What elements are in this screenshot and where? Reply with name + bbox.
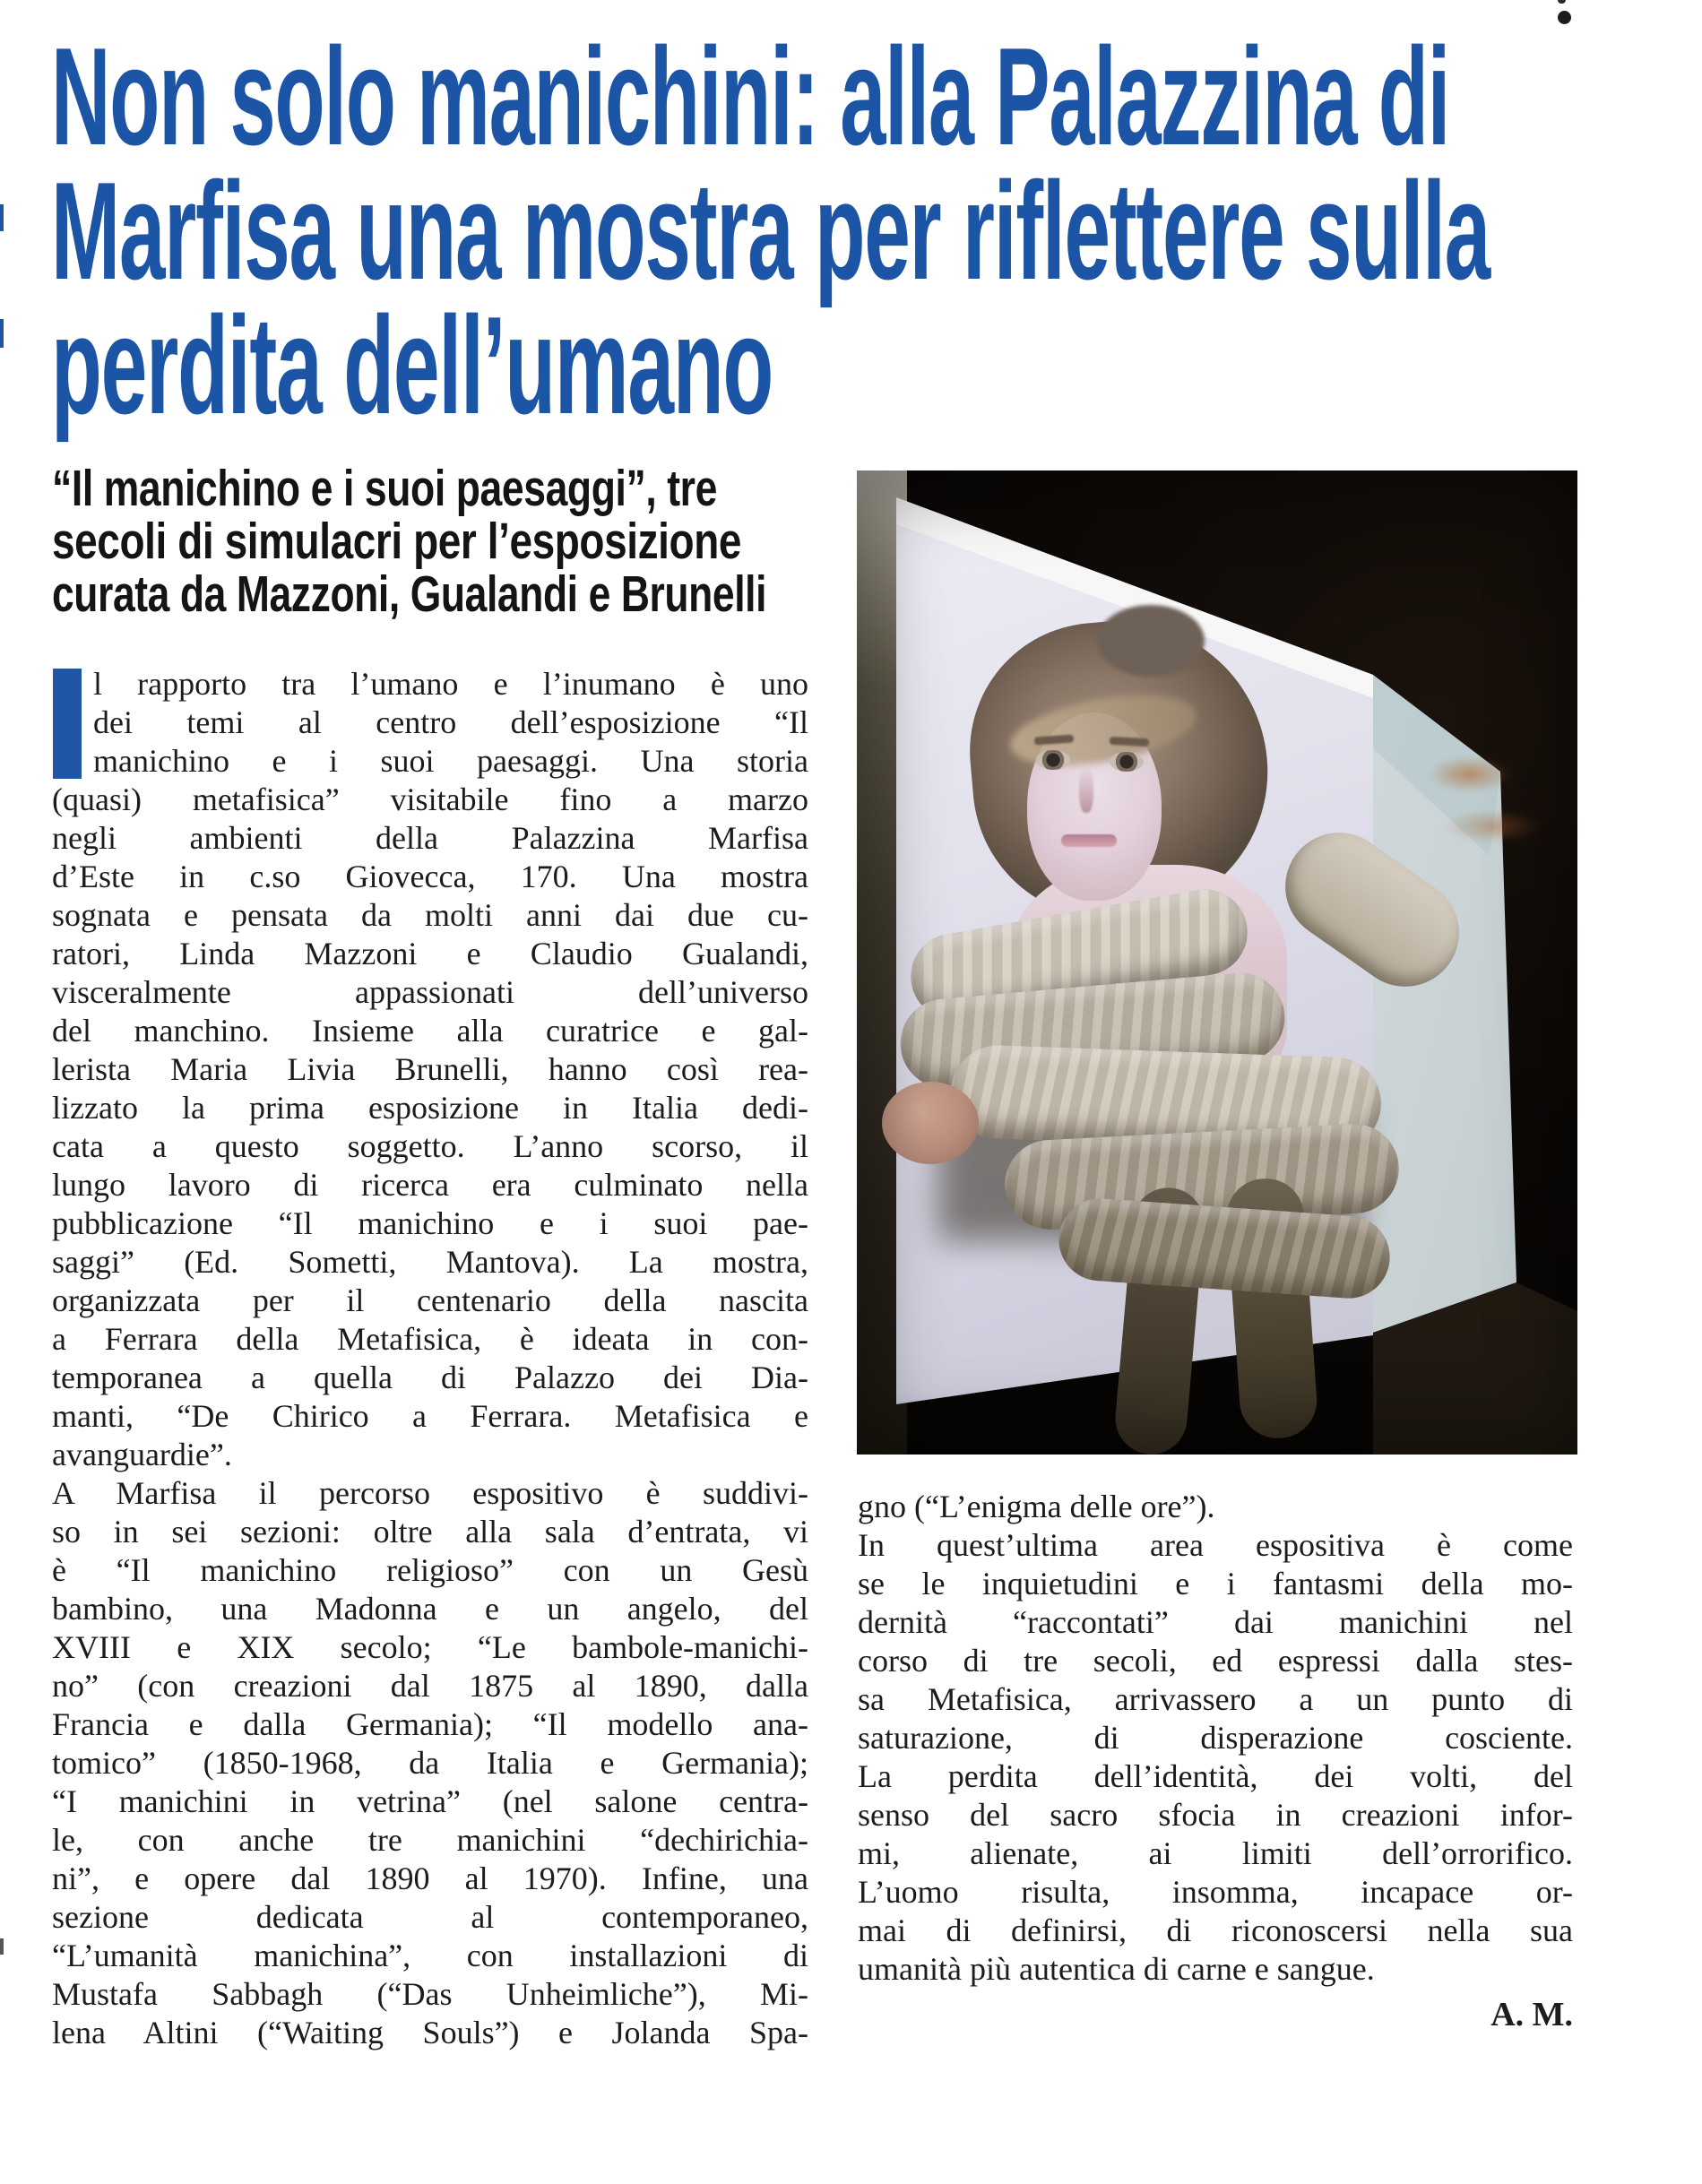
body-text-line: sa Metafisica, arrivassero a un punto di: [858, 1681, 1573, 1717]
body-text-line: Francia e dalla Germania); “Il modello ana-: [52, 1706, 808, 1742]
body-text-line: tomico” (1850-1968, da Italia e Germania);: [52, 1745, 808, 1781]
body-text-line: (quasi) metafisica” visitabile fino a marzo: [52, 781, 808, 817]
body-text-line: lizzato la prima esposizione in Italia dedi-: [52, 1090, 808, 1126]
drop-cap: [53, 669, 82, 779]
body-text-line: lungo lavoro di ricerca era culminato nella: [52, 1167, 808, 1203]
edge-mark-icon: [0, 204, 4, 231]
body-text-line: manti, “De Chirico a Ferrara. Metafisica e: [52, 1398, 808, 1434]
body-text-line: no” (con creazioni dal 1875 al 1890, dalla: [52, 1668, 808, 1704]
body-text-line: gno (“L’enigma delle ore”).: [858, 1489, 1215, 1524]
page-crop-mark: [1558, 0, 1566, 4]
corner-dot-icon: [1558, 11, 1571, 24]
body-text-line: a Ferrara della Metafisica, è ideata in con-: [52, 1321, 808, 1357]
body-text-line: d’Este in c.so Giovecca, 170. Una mostra: [52, 859, 808, 894]
body-text-line: so in sei sezioni: oltre alla sala d’entrata, vi: [52, 1514, 808, 1550]
article-headline: [51, 19, 1702, 443]
subhead-line: curata da Mazzoni, Gualandi e Brunelli: [52, 565, 767, 623]
edge-mark-icon: [0, 1938, 4, 1955]
body-text-line: dernità “raccontati” dai manichini nel: [858, 1604, 1573, 1640]
body-text-line: mi, alienate, ai limiti dell’orrorifico.: [858, 1835, 1573, 1871]
body-text-line: saturazione, di disperazione cosciente.: [858, 1720, 1573, 1756]
body-text-line: le, con anche tre manichini “dechirichia-: [52, 1822, 808, 1858]
body-text-line: visceralmente appassionati dell’universo: [52, 974, 808, 1010]
article-subhead: [52, 462, 969, 621]
body-text-line: senso del sacro sfocia in creazioni infor-: [858, 1797, 1573, 1833]
subhead-line: secoli di simulacri per l’esposizione: [52, 513, 742, 570]
subhead-line: “Il manichino e i suoi paesaggi”, tre: [52, 460, 717, 517]
body-text-line: avanguardie”.: [52, 1437, 232, 1472]
body-text-line: saggi” (Ed. Sometti, Mantova). La mostra,: [52, 1244, 808, 1280]
body-text-line: L’uomo risulta, insomma, incapace or-: [858, 1874, 1573, 1910]
body-text-line: pubblicazione “Il manichino e i suoi pae-: [52, 1205, 808, 1241]
body-text-line: Mustafa Sabbagh (“Das Unheimliche”), Mi-: [52, 1976, 808, 2012]
body-text-line: ratori, Linda Mazzoni e Claudio Gualandi,: [52, 936, 808, 971]
edge-mark-icon: [0, 319, 4, 348]
body-text-line: ni”, e opere dal 1890 al 1970). Infine, una: [52, 1860, 808, 1896]
body-text-line: è “Il manichino religioso” con un Gesù: [52, 1552, 808, 1588]
body-text-line: In quest’ultima area espositiva è come: [858, 1527, 1573, 1563]
body-text-line: “L’umanità manichina”, con installazioni di: [52, 1938, 808, 1973]
body-text-line: umanità più autentica di carne e sangue.: [858, 1951, 1375, 1987]
author-signature: A. M.: [1490, 1996, 1573, 2033]
body-text-line: dei temi al centro dell’esposizione “Il: [93, 704, 808, 740]
body-text-line: l rapporto tra l’umano e l’inumano è uno: [93, 666, 808, 702]
exhibition-photo: [857, 470, 1577, 1455]
body-text-line: La perdita dell’identità, dei volti, del: [858, 1758, 1573, 1794]
body-text-line: se le inquietudini e i fantasmi della mo-: [858, 1566, 1573, 1601]
body-text-line: sognata e pensata da molti anni dai due cu-: [52, 897, 808, 933]
headline-line: perdita dell’umano: [51, 288, 773, 443]
body-text-line: sezione dedicata al contemporaneo,: [52, 1899, 808, 1935]
headline-line: Marfisa una mostra per riflettere sulla: [51, 153, 1490, 308]
right-column-lines: [858, 1488, 1573, 1989]
body-text-line: corso di tre secoli, ed espressi dalla stes-: [858, 1643, 1573, 1679]
article-left-column: [52, 665, 808, 2052]
body-text-line: mai di definirsi, di riconoscersi nella sua: [858, 1912, 1573, 1948]
body-text-line: XVIII e XIX secolo; “Le bambole-manichi-: [52, 1629, 808, 1665]
headline-line: Non solo manichini: alla Palazzina di: [51, 19, 1450, 174]
body-text-line: temporanea a quella di Palazzo dei Dia-: [52, 1360, 808, 1395]
body-text-line: manichino e i suoi paesaggi. Una storia: [93, 743, 808, 779]
article-right-column: [858, 1488, 1573, 2034]
body-text-line: “I manichini in vetrina” (nel salone centra-: [52, 1783, 808, 1819]
body-text-line: A Marfisa il percorso espositivo è suddivi-: [52, 1475, 808, 1511]
body-text-line: organizzata per il centenario della nascita: [52, 1282, 808, 1318]
body-text-line: negli ambienti della Palazzina Marfisa: [52, 820, 808, 856]
body-text-line: cata a questo soggetto. L’anno scorso, il: [52, 1128, 808, 1164]
body-text-line: lerista Maria Livia Brunelli, hanno così rea-: [52, 1051, 808, 1087]
body-text-line: del manchino. Insieme alla curatrice e gal-: [52, 1013, 808, 1049]
body-text-line: lena Altini (“Waiting Souls”) e Jolanda Spa-: [52, 2015, 808, 2050]
photo-vignette: [857, 470, 1577, 1455]
body-text-line: bambino, una Madonna e un angelo, del: [52, 1591, 808, 1627]
